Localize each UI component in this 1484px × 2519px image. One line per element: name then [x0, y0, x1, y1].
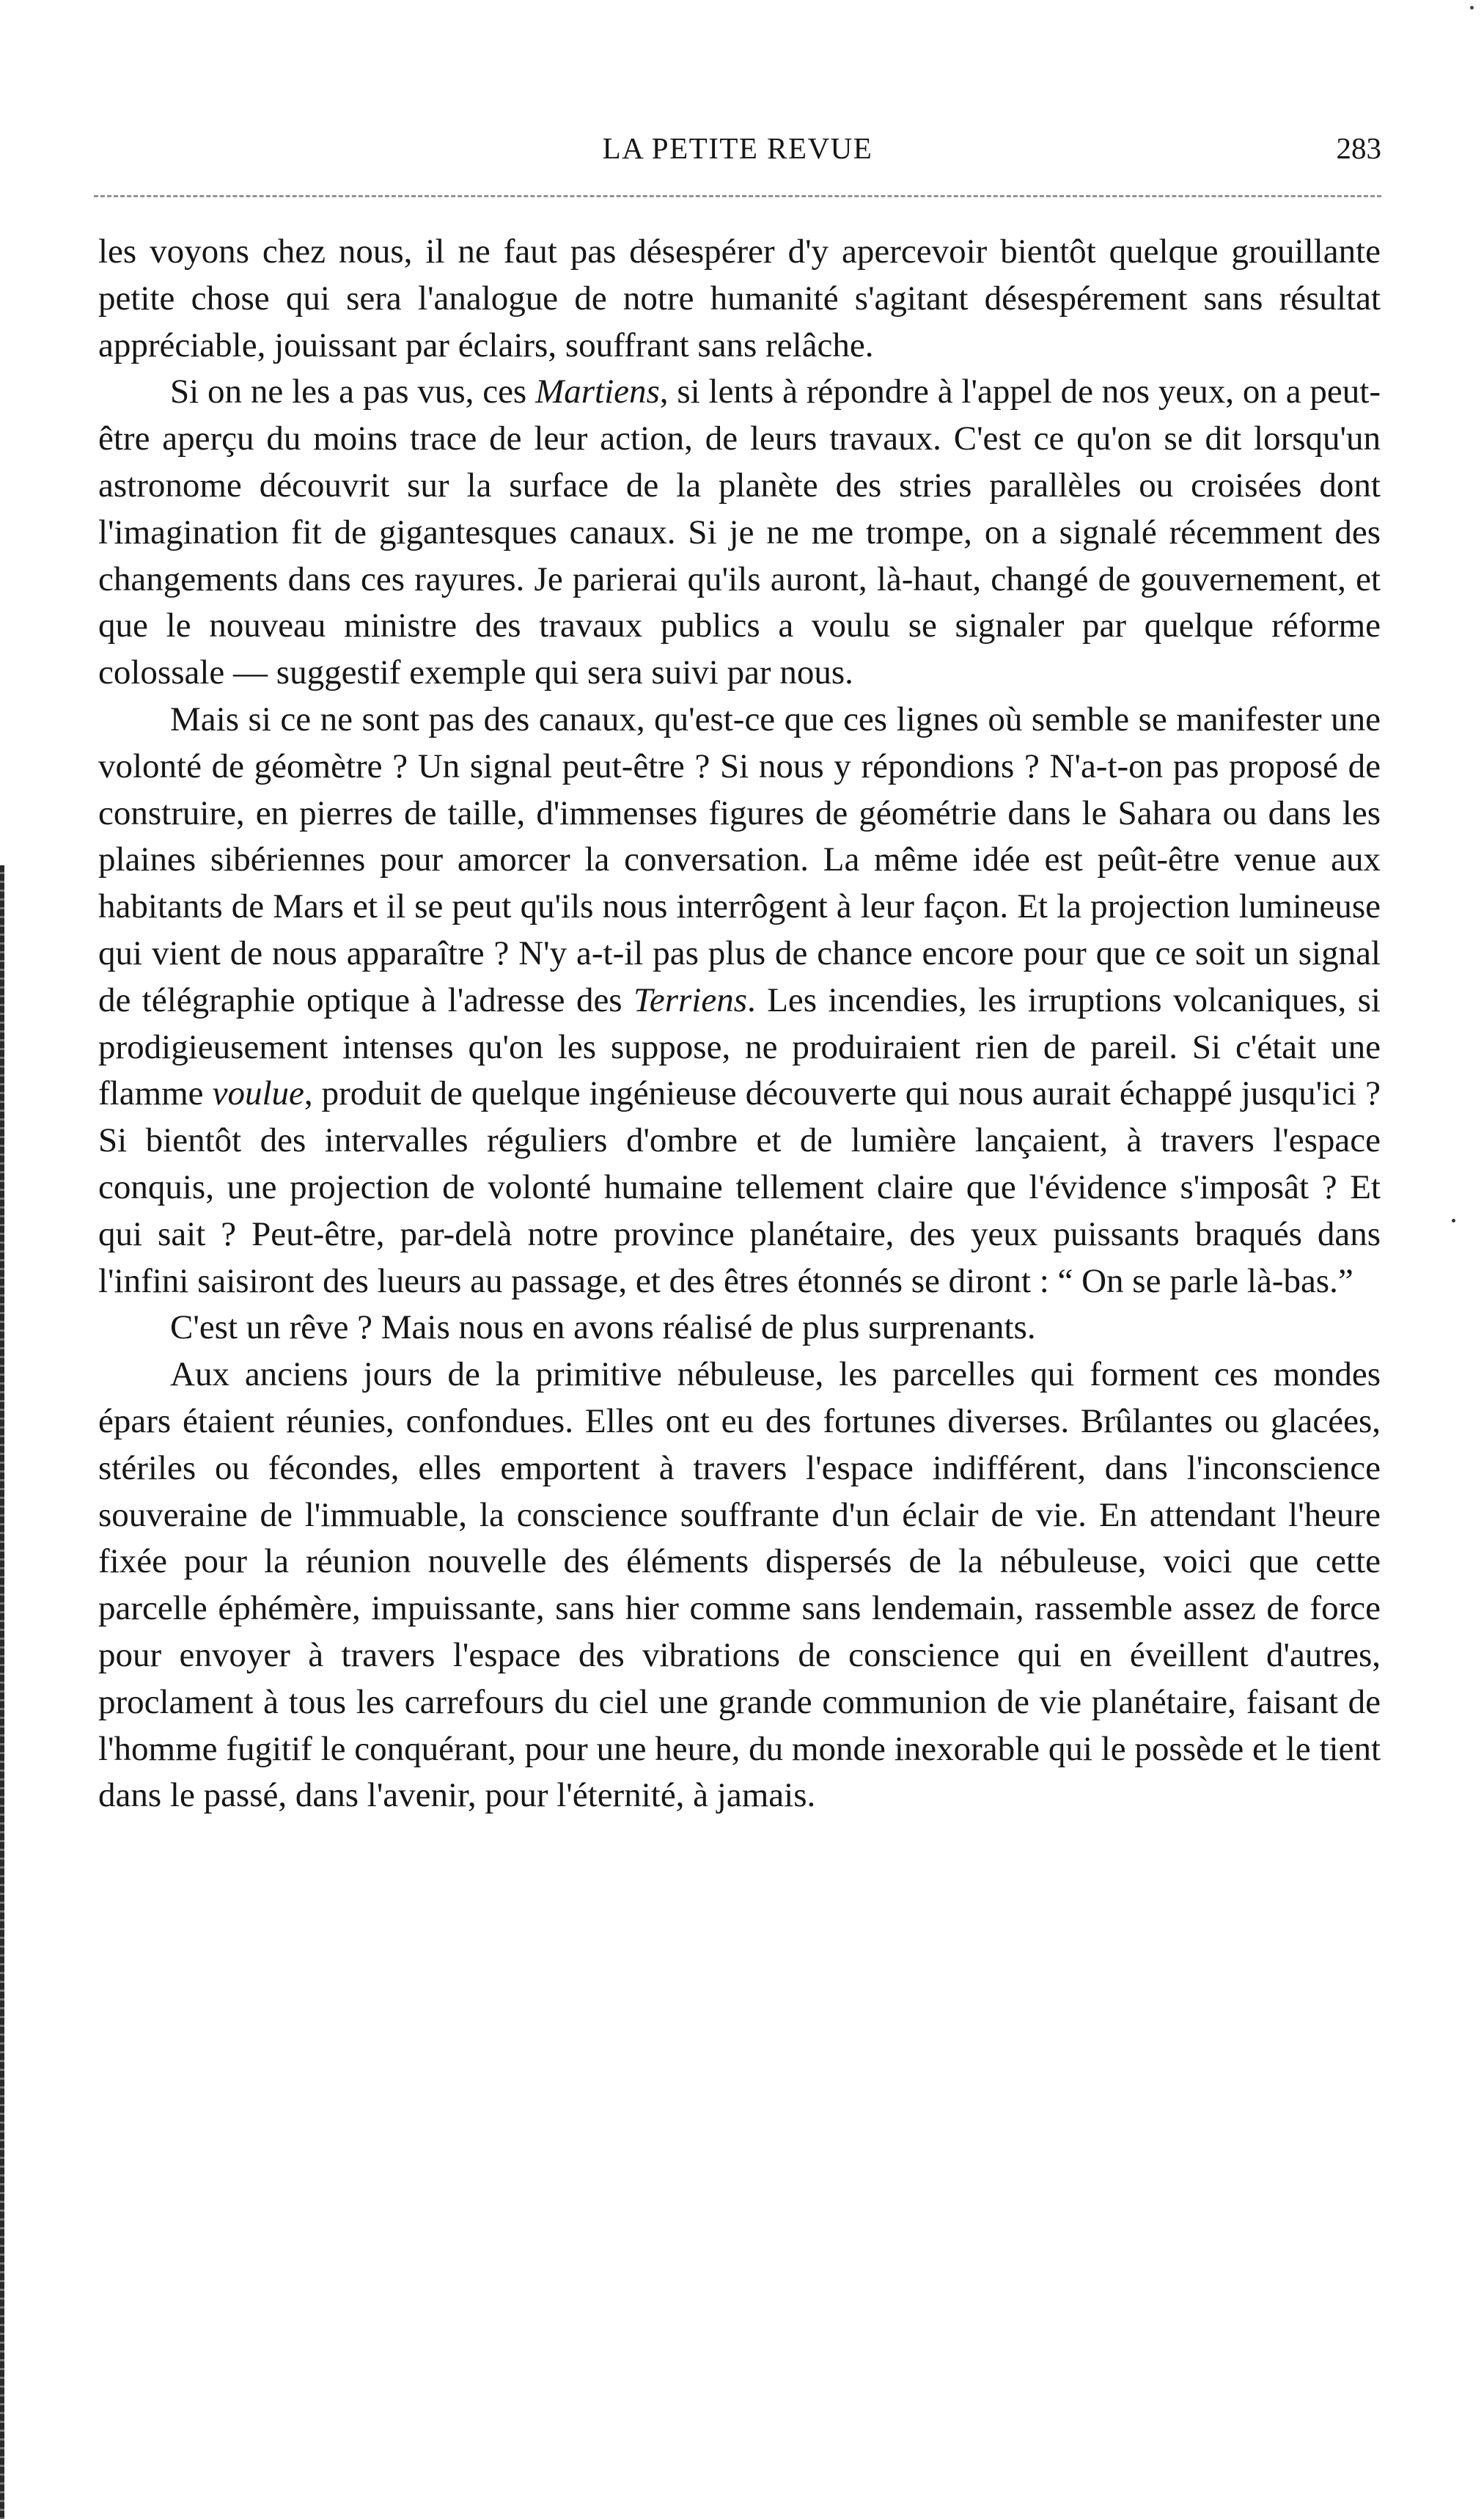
text-run: Si on ne les a pas vus, ces — [170, 373, 536, 411]
header-rule — [94, 195, 1381, 199]
italic-text: voulue — [212, 1074, 304, 1113]
text-run: les voyons chez nous, il ne faut pas désespérer d'y apercevoir bientôt quelque grouillante petite chose qui sera l'analogue de notre humanité s'agitant désespérement sans résultat appréciable, jouissant par éclairs, souffrant sans relâche. — [98, 232, 1381, 364]
text-run: . Les incendies, les irruptions volcaniques, si prodigieusement intenses qu'on les suppose, ne produiraient rien de pareil. Si c'était une flamme — [98, 980, 1381, 1113]
paragraph-p4 — [98, 1305, 1381, 1352]
paragraph-p3 — [98, 697, 1381, 1305]
body-text — [98, 229, 1381, 1819]
text-run: Aux anciens jours de la primitive nébuleuse, les parcelles qui forment ces mondes épars étaient réunies, confondues. Elles ont eu des fortunes diverses. Brûlantes ou glacées, stériles ou fécondes, elles emportent à travers l'espace indifférent, dans l'inconscience souveraine de l'immuable, la conscience souffrante d'un éclair de vie. En attendant l'heure fixée pour la réunion nouvelle des éléments dispersés de la nébuleuse, voici que cette parcelle éphémère, impuissante, sans hier comme sans lendemain, rassemble assez de force pour envoyer à travers l'espace des vibrations de conscience qui en éveillent d'autres, proclament à tous les carrefours du ciel une grande communion de vie planétaire, faisant de l'homme fugitif le conquérant, pour une heure, du monde inexorable qui le possède et le tient dans le passé, dans l'avenir, pour l'éternité, à jamais. — [98, 1355, 1381, 1815]
text-run: , si lents à répondre à l'appel de nos yeux, on a peut-être aperçu du moins trace de leur action, de leurs travaux. C'est ce qu'on se dit lorsqu'un astronome découvrit sur la surface de la planète des stries parallèles ou croisées dont l'imagination fit de gigantesques canaux. Si je ne me trompe, on a signalé récemment des changements dans ces rayures. Je parierai qu'ils auront, là-haut, changé de gouvernement, et que le nouveau ministre des travaux publics a voulu se signaler par quelque réforme colossale — suggestif exemple qui sera suivi par nous. — [98, 373, 1381, 692]
italic-text: Terriens — [633, 980, 748, 1019]
paragraph-p1 — [98, 229, 1381, 369]
text-run: Mais si ce ne sont pas des canaux, qu'est-ce que ces lignes où semble se manifester une volonté de géomètre ? Un signal peut-être ? Si nous y répondions ? N'a-t-on pas proposé de construire, en pierres de taille, d'immenses figures de géométrie dans le Sahara ou dans les plaines sibériennes pour amorcer la conversation. La même idée est peût-être venue aux habitants de Mars et il se peut qu'ils nous interrôgent à leur façon. Et la projection lumineuse qui vient de nous apparaître ? N'y a-t-il pas plus de chance encore pour que ce soit un signal de télégraphie optique à l'adresse des — [98, 700, 1381, 1019]
print-speck — [1470, 6, 1474, 10]
print-speck — [1452, 1219, 1455, 1222]
page-number: 283 — [1336, 131, 1381, 165]
text-run: C'est un rêve ? Mais nous en avons réalisé de plus surprenants. — [170, 1308, 1036, 1347]
paragraph-p5 — [98, 1352, 1381, 1819]
paragraph-p2 — [98, 369, 1381, 697]
page-header — [94, 126, 1381, 170]
running-title: LA PETITE REVUE — [602, 131, 873, 165]
text-run: , produit de quelque ingénieuse découverte qui nous aurait échappé jusqu'ici ? Si bientôt des intervalles réguliers d'ombre et de lumière lançaient, à travers l'espace conquis, une projection de volonté humaine tellement claire que l'évidence s'imposât ? Et qui sait ? Peut-être, par-delà notre province planétaire, des yeux puissants braqués dans l'infini saisiront des lueurs au passage, et des êtres étonnés se diront : “ On se parle là-bas.” — [98, 1074, 1381, 1300]
page-edge-shadow — [0, 865, 4, 2519]
italic-text: Martiens — [535, 373, 660, 411]
